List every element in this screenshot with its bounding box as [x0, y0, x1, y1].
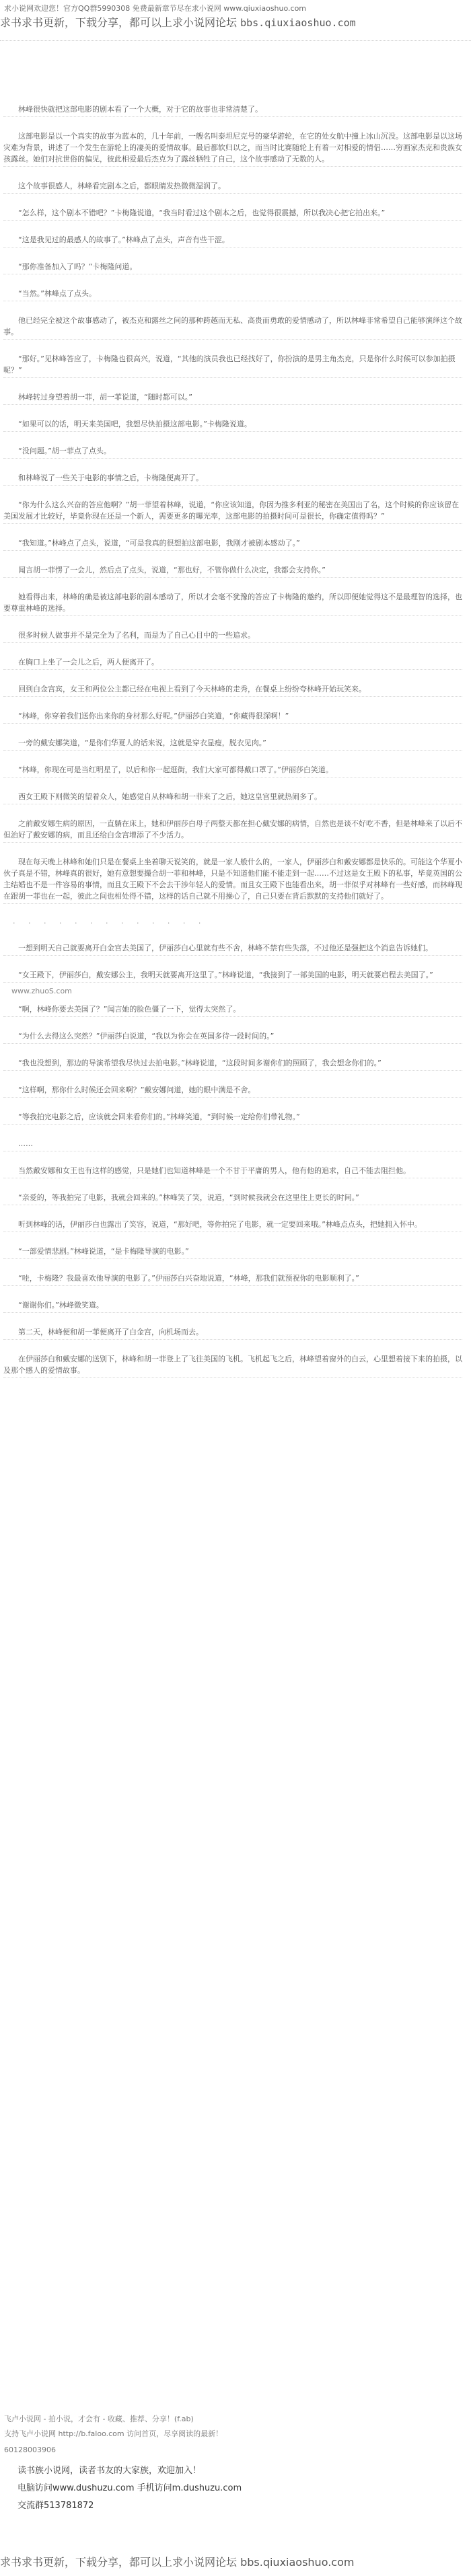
story-paragraph: 林峰转过身望着胡一菲，胡一菲说道，“随时都可以。” — [3, 391, 462, 405]
site-notice: 求小说网欢迎您！官方QQ群5990308 免费最新章节尽在求小说网 www.qiuxiaoshuo.com — [4, 4, 307, 13]
footer-links[interactable]: 电脑访问www.dushuzu.com 手机访问m.dushuzu.com — [17, 2483, 242, 2493]
story-paragraph: “当然。”林峰点了点头。 — [3, 288, 462, 301]
story-paragraph: 听到林峰的话，伊丽莎白也露出了笑容，说道，“那好吧，等你拍完了电影，就一定要回来哦。”林峰点点头，把她拥入怀中。 — [3, 1219, 462, 1232]
story-paragraph: “亲爱的，等我拍完了电影，我就会回来的。”林峰笑了笑，说道，“到时候我就会在这里住上更长的时间。” — [3, 1192, 462, 1205]
story-paragraph: 之前戴安娜生病的原因，一直躺在床上，她和伊丽莎白母子两整天都在担心戴安娜的病情，自然也是谈不好吃不香，但是林峰来了以后不但治好了戴安娜的病，而且还给白金宫增添了不少活力。 — [3, 818, 462, 843]
section-break: · · · · · · · · · · · · · — [13, 919, 207, 927]
forum-url-link[interactable]: bbs.qiuxiaoshuo.com — [240, 17, 356, 29]
story-paragraph: 在胸口上坐了一会儿之后，两人便离开了。 — [3, 656, 462, 670]
footer-slogan: 求书求书更新，下载分享，都可以上求小说网论坛 bbs.qiuxiaoshuo.com — [0, 2556, 355, 2569]
story-paragraph: “谢谢你们。”林峰微笑道。 — [3, 1299, 462, 1313]
forum-slogan — [0, 16, 471, 30]
story-paragraph: 当然戴安娜和女王也有这样的感觉，只是她们也知道林峰是一个不甘于平庸的男人，他有他的追求，自己不能去阻拦他。 — [3, 1165, 462, 1178]
credit-line-a: 飞卢小说网 - 拍小说，才会有 - 收藏、推荐、分享！(f.ab) — [4, 2415, 194, 2423]
story-paragraph: 现在每天晚上林峰和她们只是在餐桌上坐着聊天说笑的，就是一家人般什么的，一家人，伊丽莎白和戴安娜都是快乐的。可能这个华夏小伙子真是不错，林峰真的很好，她有意想要撮合胡一菲和林峰，只是不知道他们能不能走到一起……不过这是女王殿下的私事，毕竟英国的公主结婚也不是一件容易的事情，而且女王殿下不会去干涉年轻人的爱情。而且女王殿下也能看出来，胡一菲似乎对林峰有一些好感，而林峰现在跟胡一菲也在一起，彼此之间也相处得不错，这样的话自己就不用操心了，自己只要在背后默默的支持他们就好了。 — [3, 856, 462, 904]
story-paragraph: “林峰，你穿着我们送你出来你的身材那么好呢。”伊丽莎白笑道，“你藏得很深啊！” — [3, 710, 462, 724]
story-paragraph: 回到白金宫宾，女王和两位公主都已经在电视上看到了今天林峰的走秀，在餐桌上纷纷夸林峰开始玩笑来。 — [3, 683, 462, 697]
story-paragraph: 这部电影是以一个真实的故事为蓝本的，几十年前，一艘名叫泰坦尼克号的豪华游轮，在它的处女航中撞上冰山沉没。这部电影是以这场灾难为背景，讲述了一个发生在游轮上的凄美的爱情故事。最后都软归以之，而当时比赛随轮上有着一对相爱的情侣……穷画家杰克和贵族女孩露丝。她们对抗世俗的偏见，彼此相爱最后杰克为了露丝牺牲了自己，这个故事感动了无数的人。 — [3, 130, 462, 167]
story-paragraph: “我知道。”林峰点了点头，说道，“可是我真的很想拍这部电影，我刚才被剧本感动了。” — [3, 537, 462, 551]
story-paragraph: “一部爱情悲剧。”林峰说道，“是卡梅隆导演的电影。” — [3, 1246, 462, 1259]
credit-line-b[interactable]: 支持飞卢小说网 http://b.faloo.com 访问首页，尽享阅读的最新！ — [4, 2429, 223, 2438]
story-paragraph: 林峰很快就把这部电影的剧本看了一个大概，对于它的故事也非常清楚了。 — [3, 104, 462, 117]
story-paragraph: “那好。”见林峰答应了，卡梅隆也很高兴，说道，“其他的演员我也已经找好了，你扮演的是男主角杰克，只是你什么时候可以参加拍摄呢？” — [3, 353, 462, 378]
story-paragraph: “怎么样，这个剧本不错吧？”卡梅隆说道，“我当时看过这个剧本之后，也觉得很震撼，所以我决心把它拍出来。” — [3, 207, 462, 221]
story-paragraph: “女王殿下，伊丽莎白，戴安娜公主，我明天就要离开这里了。”林峰说道，“我接到了一部美国的电影，明天就要启程去美国了。” — [3, 969, 462, 983]
story-paragraph: “如果可以的话，明天来美国吧，我想尽快拍摄这部电影。”卡梅隆说道。 — [3, 418, 462, 432]
story-paragraph: “啊，林峰你要去美国了？”闻言她的脸色僵了一下，觉得太突然了。 — [3, 1003, 462, 1017]
story-paragraph: 第二天，林峰便和胡一菲便离开了白金宫，向机场而去。 — [3, 1326, 462, 1340]
story-paragraph: 她看得出来，林峰的确是被这部电影的剧本感动了，所以才会毫不犹豫的答应了卡梅隆的邀约，所以即便她觉得这不是最理智的选择，也要尊重林峰的选择。 — [3, 591, 462, 616]
story-paragraph: “这是我见过的最感人的故事了。”林峰点了点头，声音有些干涩。 — [3, 234, 462, 248]
story-paragraph: 这个故事很感人，林峰看完剧本之后，都眼睛发热微微湿润了。 — [3, 180, 462, 194]
footer-group: 交流群513781872 — [17, 2501, 94, 2511]
footer-welcome: 读书族小说网，读者书友的大家族，欢迎加入！ — [17, 2466, 202, 2476]
story-paragraph: “等我拍完电影之后，应该就会回来看你们的。”林峰笑道，“到时候一定给你们带礼物。” — [3, 1111, 462, 1125]
story-paragraph: …… — [3, 1138, 462, 1151]
story-paragraph: “林峰，你现在可是当红明星了，以后和你一起逛街，我们大家可都得戴口罩了。”伊丽莎白笑道。 — [3, 764, 462, 778]
story-paragraph: “那你准备加入了吗？”卡梅隆问道。 — [3, 261, 462, 274]
story-paragraph: 西女王殿下则微笑的望着众人，她感觉自从林峰和胡一菲来了之后，她这皇宫里就热闹多了。 — [3, 791, 462, 804]
story-paragraph: “没问题。”胡一菲点了点头。 — [3, 445, 462, 459]
credit-code: 60128003906 — [4, 2446, 56, 2454]
top-divider — [0, 40, 471, 41]
story-paragraph: 他已经完全被这个故事感动了，被杰克和露丝之间的那种跨越而无私、高贵而勇敢的爱情感动了，所以林峰非常希望自己能够演绎这个故事。 — [3, 315, 462, 340]
story-paragraph: 在伊丽莎白和戴安娜的送别下，林峰和胡一菲登上了飞往美国的飞机。飞机起飞之后，林峰望着窗外的白云，心里想着接下来的拍摄，以及那个感人的爱情故事。 — [3, 1353, 462, 1378]
story-paragraph: 和林峰说了一些关于电影的事情之后，卡梅隆便离开了。 — [3, 472, 462, 486]
story-paragraph: “你为什么这么兴奋的答应他啊？”胡一菲望着林峰，说道，“你应该知道，你因为推多利亚的秘密在美国出了名，这个时候的你应该留在美国发展才比较好，毕竟你现在还是一个新人，需要更多的曝光率，这部电影的拍摄时间可是很长，你确定值得吗？” — [3, 499, 462, 524]
forum-slogan-text: 求书求书更新，下载分享，都可以上求小说网论坛 — [0, 16, 241, 29]
inline-ad-link[interactable]: www.zhuoS.com — [11, 987, 72, 995]
story-paragraph: 一旁的戴安娜笑道，“是你们华夏人的话来说，这就是穿衣显瘦，脱衣见肉。” — [3, 737, 462, 751]
story-paragraph: 很多时候人做事并不是完全为了名利，而是为了自己心目中的一些追求。 — [3, 630, 462, 643]
story-paragraph: 闻言胡一菲愣了一会儿，然后点了点头，说道，“那也好，不管你做什么决定，我都会支持你。” — [3, 564, 462, 578]
story-paragraph: 一想到明天自己就要离开白金宫去美国了，伊丽莎白心里就有些不舍，林峰不禁有些失落，不过他还是强把这个消息告诉她们。 — [3, 942, 462, 956]
chapter-content — [3, 104, 462, 1392]
story-paragraph: “哇，卡梅隆？我最喜欢他导演的电影了。”伊丽莎白兴奋地说道，“林峰，那我们就预祝你的电影顺利了。” — [3, 1273, 462, 1286]
story-paragraph: “为什么去得这么突然？”伊丽莎白说道，“我以为你会在英国多待一段时间的。” — [3, 1030, 462, 1044]
story-paragraph: “这样啊，那你什么时候还会回来啊？”戴安娜问道，她的眼中满是不舍。 — [3, 1084, 462, 1098]
story-paragraph: “我也没想到，那边的导演希望我尽快过去拍电影。”林峰说道，“这段时间多谢你们的照顾了，我会想念你们的。” — [3, 1057, 462, 1071]
